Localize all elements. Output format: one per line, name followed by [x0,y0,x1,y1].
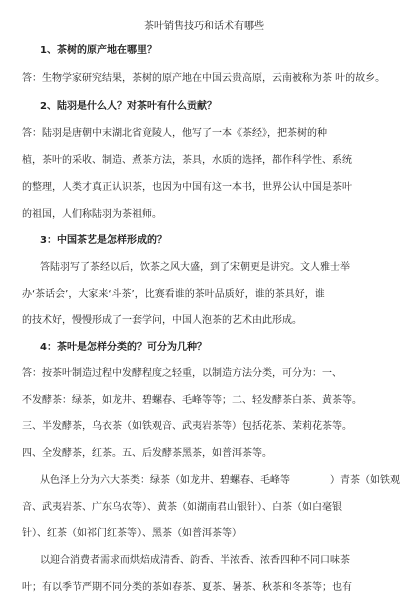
flavor-class-line-2: 叶；有以季节严期不同分类的茶如春茶、夏茶、暑茶、秋茶和冬茶等；也有 [22,582,352,593]
question-2: 2、陆羽是什么人？对茶叶有什么贡献？ [40,101,217,112]
flavor-class-line-1: 以迎合消费者需求而烘焙成清香、韵香、半浓香、浓香四种不同口味茶 [40,555,350,566]
question-3: 3：中国茶艺是怎样形成的？ [40,235,167,246]
color-class-line-3: 针）、红茶（如祁门红茶等）、黑茶（如普洱茶等） [22,528,242,539]
answer-2-line-4: 的祖国，人们称陆羽为茶祖师。 [22,209,162,220]
answer-1-line-1: 答：生物学家研究结果，茶树的原产地在中国云贵高原，云南被称为茶 叶的故乡。 [22,73,386,84]
document-title: 茶叶销售技巧和话术有哪些 [144,21,264,32]
answer-4-line-2: 不发酵茶：绿茶，如龙井、碧螺春、毛峰等等；二、轻发酵茶白茶、黄茶等。 [22,395,362,406]
answer-2-line-2: 植，茶叶的采收、制造、煮茶方法，茶具，水质的选择，都作科学性、系统 [22,155,352,166]
color-class-line-1: 从色泽上分为六大茶类：绿茶（如龙井、碧螺春、毛峰等 ）青茶（如铁观 [40,475,400,486]
answer-4-line-1: 答：按茶叶制造过程中发酵程度之轻重，以制造方法分类，可分为：一、 [22,368,342,379]
answer-3-line-1: 答陆羽写了茶经以后，饮茶之风大盛，到了宋朝更是讲究。文人雅士举 [40,262,350,273]
answer-2-line-1: 答：陆羽是唐朝中末湖北省竟陵人，他写了一本《茶经》，把茶树的种 [22,128,327,139]
answer-3-line-3: 的技术好，慢慢形成了一套学问，中国人泡茶的艺术由此形成。 [22,315,302,326]
color-class-line-2: 音、武夷岩茶、广东乌农等）、黄茶（如湖南君山银针）、白茶（如白毫银 [22,502,342,513]
answer-4-line-3: 三、半发酵茶，乌衣茶（如铁观音、武夷岩茶等）包括花茶、茉莉花茶等。 [22,421,352,432]
question-4: 4：茶叶是怎样分类的？可分为几种？ [40,342,207,353]
answer-2-line-3: 的整理，人类才真正认识茶，也因为中国有这一本书，世界公认中国是茶叶 [22,182,352,193]
answer-4-line-4: 四、全发酵茶，红茶。五、后发酵茶黑茶，如普洱茶等。 [22,448,272,459]
question-1: 1、茶树的原产地在哪里？ [40,45,157,56]
answer-3-line-2: 办‘茶话会’，大家来‘斗茶’，比赛看谁的茶叶品质好，谁的茶具好，谁 [22,289,325,300]
